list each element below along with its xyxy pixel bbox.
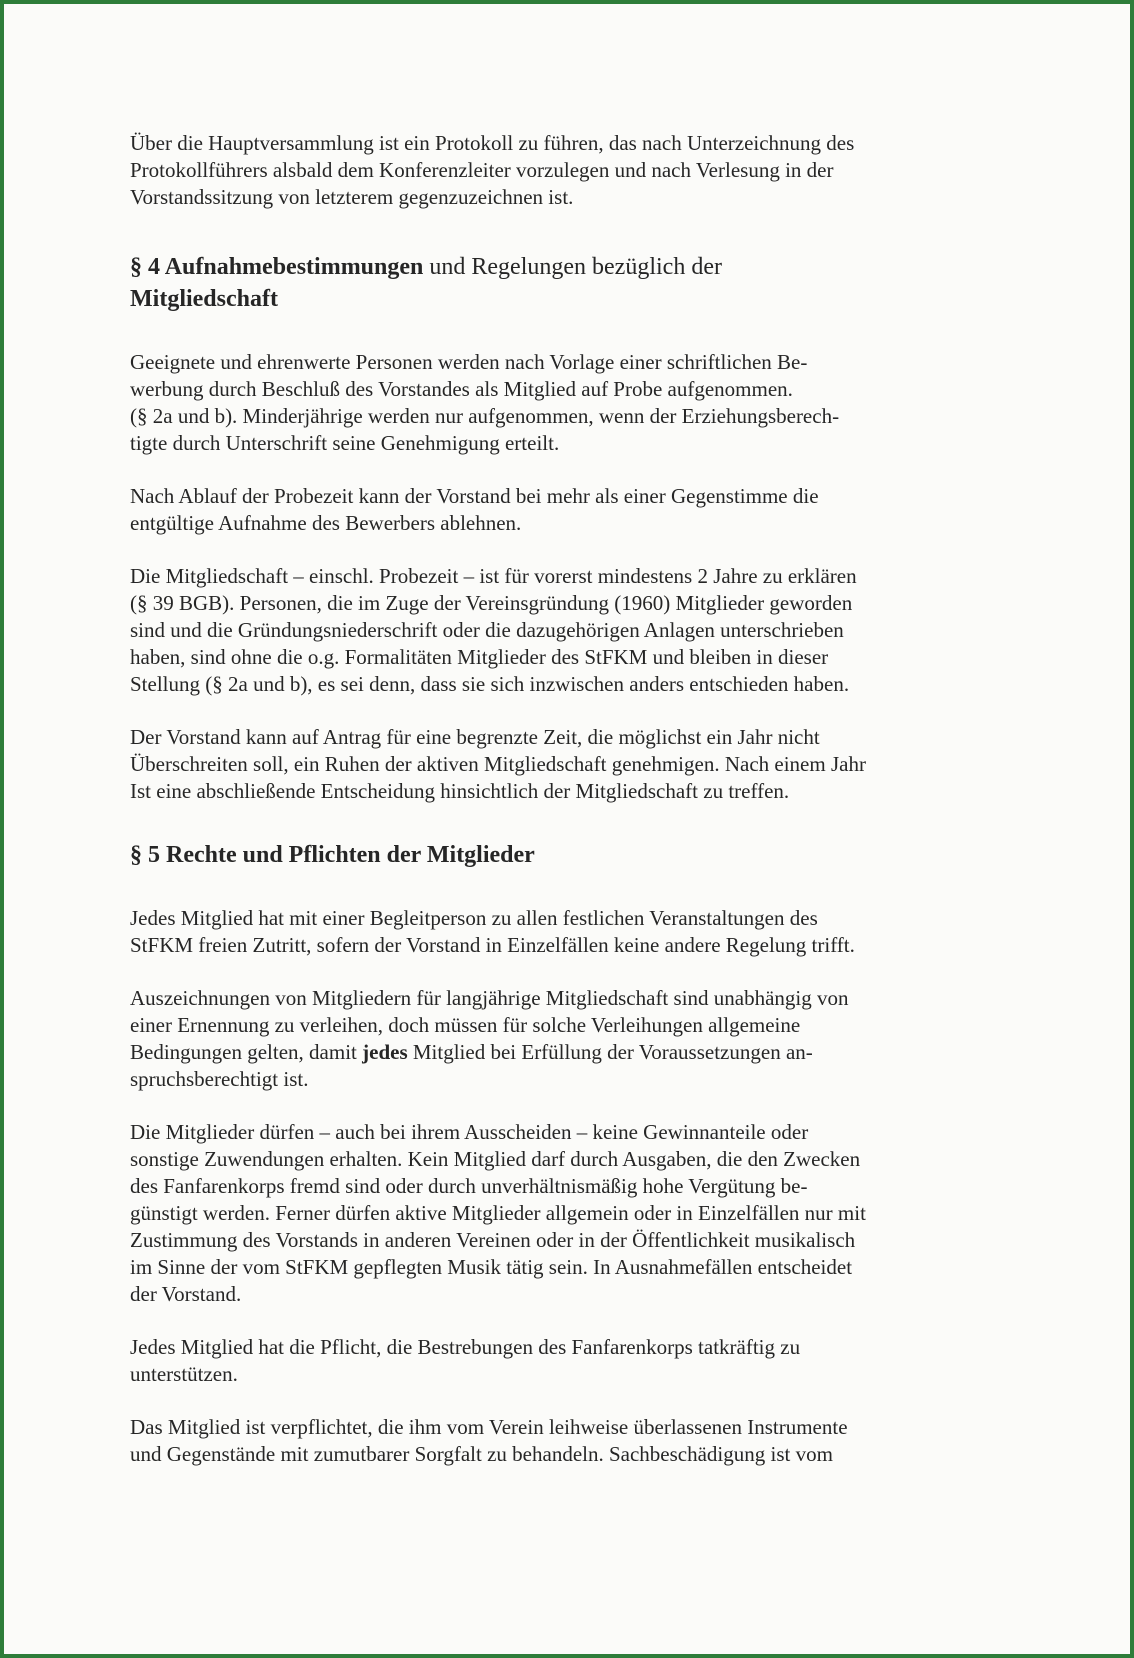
section-4-number: § 4 <box>130 254 160 280</box>
text-line: Geeignete und ehrenwerte Personen werden nach Vorlage einer schriftlichen Be- <box>130 350 808 374</box>
text-line: werbung durch Beschluß des Vorstandes als Mitglied auf Probe aufgenommen. <box>130 377 793 401</box>
section-4-paragraph <box>130 724 970 805</box>
text-line: unterstützen. <box>130 1362 238 1386</box>
text-line: StFKM freien Zutritt, sofern der Vorstand in Einzelfällen keine andere Regelung trifft. <box>130 933 855 957</box>
section-5-paragraph <box>130 1414 970 1468</box>
text-line: sonstige Zuwendungen erhalten. Kein Mitglied darf durch Ausgaben, die den Zwecken <box>130 1147 861 1171</box>
text-line: günstigt werden. Ferner dürfen aktive Mitglieder allgemein oder in Einzelfällen nur mit <box>130 1201 866 1225</box>
section-5-paragraph <box>130 985 970 1093</box>
section-4-title-normal: und Regelungen bezüglich der <box>423 254 722 280</box>
text-line: der Vorstand. <box>130 1282 242 1306</box>
text-line: sind und die Gründungsniederschrift oder die dazugehörigen Anlagen unterschrieben <box>130 618 844 642</box>
emphasis-jedes: jedes <box>362 1040 408 1064</box>
text-line: Der Vorstand kann auf Antrag für eine begrenzte Zeit, die möglichst ein Jahr nicht <box>130 725 820 749</box>
text-line: Die Mitgliedschaft – einschl. Probezeit – ist für vorerst mindestens 2 Jahre zu erklären <box>130 564 857 588</box>
text-segment: Mitglied bei Erfüllung der Voraussetzungen an- <box>407 1040 813 1064</box>
text-line: einer Ernennung zu verleihen, doch müssen für solche Verleihungen allgemeine <box>130 1013 801 1037</box>
intro-paragraph <box>130 130 970 211</box>
document-body <box>130 130 970 1494</box>
section-5-paragraph <box>130 1334 970 1388</box>
section-4-paragraph <box>130 483 970 537</box>
section-4-title-line2: Mitgliedschaft <box>130 286 278 312</box>
text-line: Jedes Mitglied hat die Pflicht, die Bestrebungen des Fanfarenkorps tatkräftig zu <box>130 1335 801 1359</box>
text-line: Stellung (§ 2a und b), es sei denn, dass sie sich inzwischen anders entschieden haben. <box>130 672 850 696</box>
section-4-title-bold: Aufnahmebestimmungen <box>164 254 424 280</box>
section-4-paragraph <box>130 563 970 698</box>
text-line: entgültige Aufnahme des Bewerbers ablehnen. <box>130 511 522 535</box>
text-line: Das Mitglied ist verpflichtet, die ihm vom Verein leihweise überlassenen Instrumente <box>130 1415 848 1439</box>
text-line: Zustimmung des Vorstands in anderen Vereinen oder in der Öffentlichkeit musikalisch <box>130 1228 856 1252</box>
text-line: des Fanfarenkorps fremd sind oder durch unverhältnismäßig hohe Vergütung be- <box>130 1174 808 1198</box>
text-line: (§ 39 BGB). Personen, die im Zuge der Vereinsgründung (1960) Mitglieder geworden <box>130 591 853 615</box>
section-5-number: § 5 <box>130 842 160 868</box>
text-line <box>130 1039 970 1066</box>
text-line: (§ 2a und b). Minderjährige werden nur aufgenommen, wenn der Erziehungsberech- <box>130 404 840 428</box>
section-4-paragraph <box>130 349 970 457</box>
text-line: Nach Ablauf der Probezeit kann der Vorstand bei mehr als einer Gegenstimme die <box>130 484 819 508</box>
text-line: Jedes Mitglied hat mit einer Begleitperson zu allen festlichen Veranstaltungen des <box>130 906 818 930</box>
text-line: Auszeichnungen von Mitgliedern für langjährige Mitgliedschaft sind unabhängig von <box>130 986 849 1010</box>
section-5-paragraph <box>130 1119 970 1308</box>
section-5-paragraph <box>130 905 970 959</box>
text-line: Vorstandssitzung von letzterem gegenzuzeichnen ist. <box>130 185 574 209</box>
section-4-heading <box>130 251 970 315</box>
section-5-title: Rechte und Pflichten der Mitglieder <box>166 842 535 868</box>
section-5-heading <box>130 839 970 871</box>
text-line: Über die Hauptversammlung ist ein Protokoll zu führen, das nach Unterzeichnung des <box>130 131 855 155</box>
text-line: spruchsberechtigt ist. <box>130 1067 309 1091</box>
text-line: Überschreiten soll, ein Ruhen der aktiven Mitgliedschaft genehmigen. Nach einem Jahr <box>130 752 866 776</box>
text-line: Protokollführers alsbald dem Konferenzleiter vorzulegen und nach Verlesung in der <box>130 158 834 182</box>
text-line: tigte durch Unterschrift seine Genehmigung erteilt. <box>130 431 560 455</box>
text-line: Die Mitglieder dürfen – auch bei ihrem Ausscheiden – keine Gewinnanteile oder <box>130 1120 809 1144</box>
text-line: Ist eine abschließende Entscheidung hinsichtlich der Mitgliedschaft zu treffen. <box>130 779 790 803</box>
text-line: und Gegenstände mit zumutbarer Sorgfalt zu behandeln. Sachbeschädigung ist vom <box>130 1442 833 1466</box>
text-segment: Bedingungen gelten, damit <box>130 1040 363 1064</box>
document-page <box>4 4 1130 1654</box>
text-line: im Sinne der vom StFKM gepflegten Musik tätig sein. In Ausnahmefällen entscheidet <box>130 1255 853 1279</box>
text-line: haben, sind ohne die o.g. Formalitäten Mitglieder des StFKM und bleiben in dieser <box>130 645 829 669</box>
